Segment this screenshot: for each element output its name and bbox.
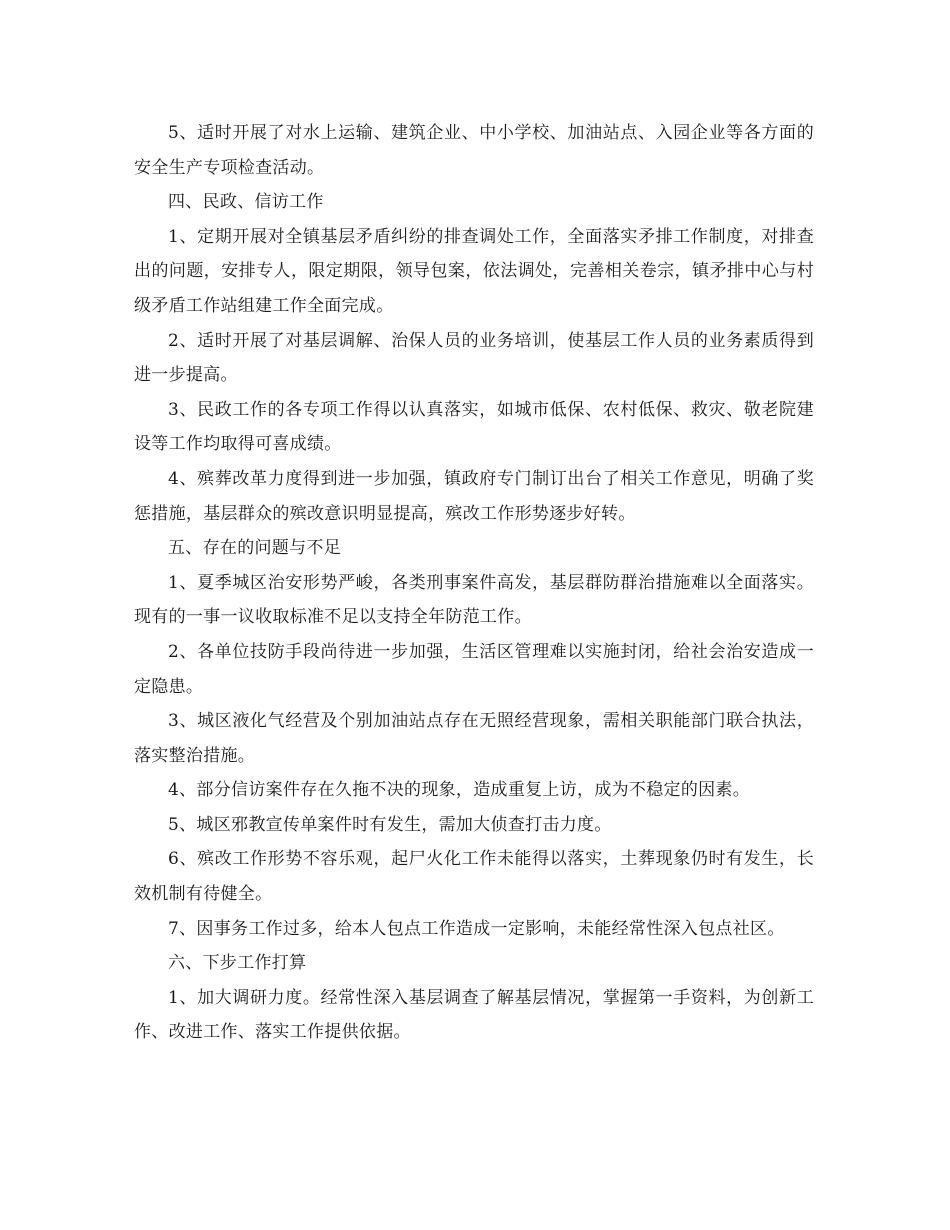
paragraph-problem-1: 1、夏季城区治安形势严峻，各类刑事案件高发，基层群防群治措施难以全面落实。现有的一事一议收取标准不足以支持全年防范工作。 [134, 572, 814, 628]
paragraph-next-step-1: 1、加大调研力度。经常性深入基层调查了解基层情况，掌握第一手资料，为创新工作、改进工作、落实工作提供依据。 [134, 987, 814, 1043]
paragraph-problem-3: 3、城区液化气经营及个别加油站点存在无照经营现象，需相关职能部门联合执法，落实整治措施。 [134, 711, 814, 766]
paragraph-dispute-investigation: 1、定期开展对全镇基层矛盾纠纷的排查调处工作，全面落实矛排工作制度，对排查出的问题，安排专人，限定期限，领导包案，依法调处，完善相关卷宗，镇矛排中心与村级矛盾工作站组建工作全面完成。 [134, 226, 814, 316]
paragraph-mediation-training: 2、适时开展了对基层调解、治保人员的业务培训，使基层工作人员的业务素质得到进一步提高。 [134, 330, 814, 386]
paragraph-civil-affairs-projects: 3、民政工作的各专项工作得以认真落实，如城市低保、农村低保、救灾、敬老院建设等工作均取得可喜成绩。 [134, 399, 814, 455]
paragraph-safety-inspection: 5、适时开展了对水上运输、建筑企业、中小学校、加油站点、入园企业等各方面的安全生产专项检查活动。 [134, 123, 814, 178]
paragraph-problem-5: 5、城区邪教宣传单案件时有发生，需加大侦查打击力度。 [168, 814, 612, 835]
document-body [134, 116, 814, 1050]
paragraph-problem-2: 2、各单位技防手段尚待进一步加强，生活区管理难以实施封闭，给社会治安造成一定隐患。 [134, 641, 814, 697]
paragraph-problem-6: 6、殡改工作形势不容乐观，起尸火化工作未能得以落实，土葬现象仍时有发生，长效机制有待健全。 [134, 849, 814, 905]
section-heading-civil-affairs: 四、民政、信访工作 [168, 192, 324, 213]
section-heading-next-steps: 六、下步工作打算 [168, 953, 307, 974]
section-heading-problems: 五、存在的问题与不足 [168, 538, 341, 559]
paragraph-funeral-reform: 4、殡葬改革力度得到进一步加强，镇政府专门制订出台了相关工作意见，明确了奖惩措施，基层群众的殡改意识明显提高，殡改工作形势逐步好转。 [134, 468, 814, 524]
paragraph-problem-4: 4、部分信访案件存在久拖不决的现象，造成重复上访，成为不稳定的因素。 [168, 780, 751, 801]
paragraph-problem-7: 7、因事务工作过多，给本人包点工作造成一定影响，未能经常性深入包点社区。 [168, 918, 785, 939]
